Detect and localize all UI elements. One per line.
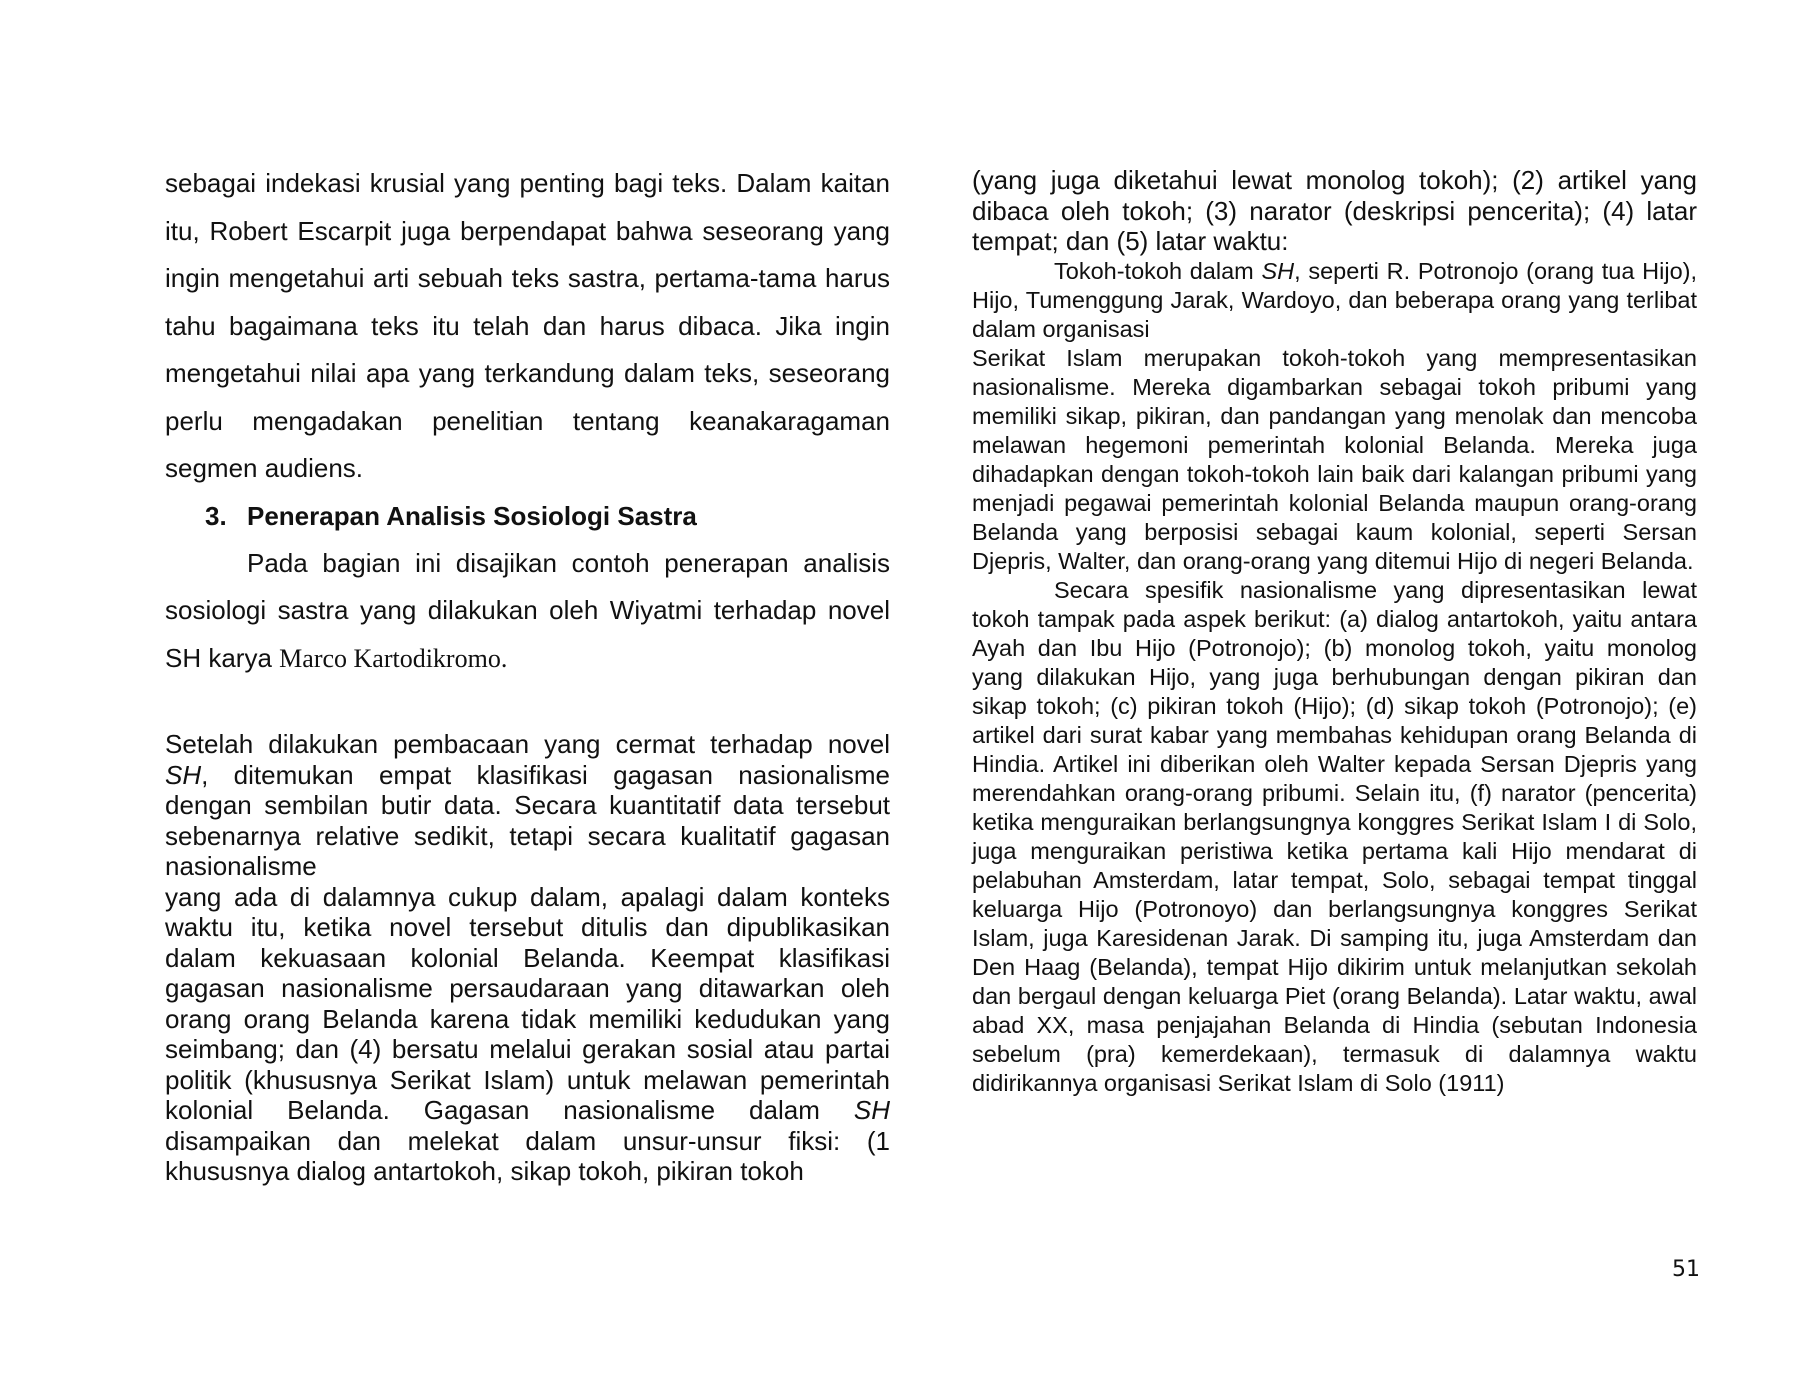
characters-text-a: Tokoh-tokoh dalam <box>1054 257 1254 284</box>
classification-text-a: yang ada di dalamnya cukup dalam, apalagi dalam konteks waktu itu, ketika novel tersebut ditulis dan dipublikasikan dalam kekuasaan kolonial Belanda. Keempat klasifikasi gagasan nasionalisme persaudaraan yang ditawarkan oleh orang orang Belanda karena tidak memiliki kedudukan yang seimbang; dan (4) bersatu melalui gerakan sosial atau partai politik (khususnya Serikat Islam) untuk melawan pemerintah kolonial Belanda. Gagasan nasionalisme dalam <box>165 881 890 1125</box>
page-number: 51 <box>1672 1257 1700 1282</box>
findings-text-b: , ditemukan empat klasifikasi gagasan nasionalisme dengan sembilan butir data. Secara kuantitatif data tersebut sebenarnya relative sedikit, tetapi secara kualitatif gagasan nasionalisme <box>165 759 890 881</box>
spacer <box>165 682 890 729</box>
section-heading <box>205 493 890 540</box>
characters-title-em: SH <box>1261 257 1295 284</box>
paragraph-elements: (yang juga diketahui lewat monolog tokoh); (2) artikel yang dibaca oleh tokoh; (3) narator (deskripsi pencerita); (4) latar tempat; dan (5) latar waktu: <box>972 165 1697 256</box>
paragraph-audience: sebagai indekasi krusial yang penting bagi teks. Dalam kaitan itu, Robert Escarpit juga berpendapat bahwa seseorang yang ingin mengetahui arti sebuah teks sastra, pertama-tama harus tahu bagaimana teks itu telah dan harus dibaca. Jika ingin mengetahui nilai apa yang terkandung dalam teks, seseorang perlu mengadakan penelitian tentang keanakaragaman segmen audiens. <box>165 168 890 483</box>
paragraph-classification <box>165 882 890 1187</box>
author-name: Marco Kartodikromo. <box>279 643 508 673</box>
classification-text-b: disampaikan dan melekat dalam unsur-unsur fiksi: (1 khususnya dialog antartokoh, sikap tokoh, pikiran tokoh <box>165 1125 890 1186</box>
paragraph-specific-nationalism: Secara spesifik nasionalisme yang dipresentasikan lewat tokoh tampak pada aspek berikut: (a) dialog antartokoh, yaitu antara Ayah dan Ibu Hijo (Potronojo); (b) monolog tokoh, yaitu monolog yang dilakukan Hijo, yang juga berhubungan dengan pikiran dan sikap tokoh; (c) pikiran tokoh (Hijo); (d) sikap tokoh (Potronojo); (e) artikel dari surat kabar yang membahas kehidupan orang Belanda di Hindia. Artikel ini diberikan oleh Walter kepada Sersan Djepris yang merendahkan orang-orang pribumi. Selain itu, (f) narator (pencerita) ketika menguraikan berlangsungnya konggres Serikat Islam I di Solo, juga menguraikan peristiwa ketika pertama kali Hijo mendarat di pelabuhan Amsterdam, latar tempat, Solo, sebagai tempat tinggal keluarga Hijo (Potronoyo) dan berlangsungnya konggres Serikat Islam, juga Karesidenan Jarak. Di samping itu, juga Amsterdam dan Den Haag (Belanda), tempat Hijo dikirim untuk melanjutkan sekolah dan bergaul dengan keluarga Piet (orang Belanda). Latar waktu, awal abad XX, masa penjajahan Belanda di Hindia (sebutan Indonesia sebelum (pra) kemerdekaan), termasuk di dalamnya waktu didirikannya organisasi Serikat Islam di Solo (1911) <box>972 576 1697 1096</box>
right-column <box>972 165 1697 1098</box>
paragraph-intro <box>165 540 890 683</box>
left-column <box>165 160 890 1187</box>
paragraph-serikat-islam: Serikat Islam merupakan tokoh-tokoh yang mempresentasikan nasionalisme. Mereka digambarkan sebagai tokoh pribumi yang memiliki sikap, pikiran, dan pandangan yang menolak dan mencoba melawan hegemoni pemerintah kolonial Belanda. Mereka juga dihadapkan dengan tokoh-tokoh lain baik dari kalangan pribumi yang menjadi pegawai pemerintah kolonial Belanda maupun orang-orang Belanda yang berposisi sebagai kaum kolonial, seperti Sersan Djepris, Walter, dan orang-orang yang ditemui Hijo di negeri Belanda. <box>972 344 1697 574</box>
findings-text-a: Setelah dilakukan pembacaan yang cermat terhadap novel <box>165 729 890 759</box>
section-title: Penerapan Analisis Sosiologi Sastra <box>247 500 697 531</box>
paragraph-characters <box>972 257 1697 344</box>
paragraph-findings <box>165 729 890 882</box>
characters-text-b: , seperti R. Potronojo (orang tua Hijo), Hijo, Tumenggung Jarak, Wardoyo, dan beberapa orang yang terlibat dalam organisasi <box>972 257 1697 342</box>
intro-text: Pada bagian ini disajikan contoh penerapan analisis sosiologi sastra yang dilakukan oleh Wiyatmi terhadap novel SH karya <box>165 547 890 673</box>
findings-title-em: SH <box>165 759 202 790</box>
section-number: 3. <box>205 500 227 531</box>
classification-title-em: SH <box>853 1095 890 1125</box>
